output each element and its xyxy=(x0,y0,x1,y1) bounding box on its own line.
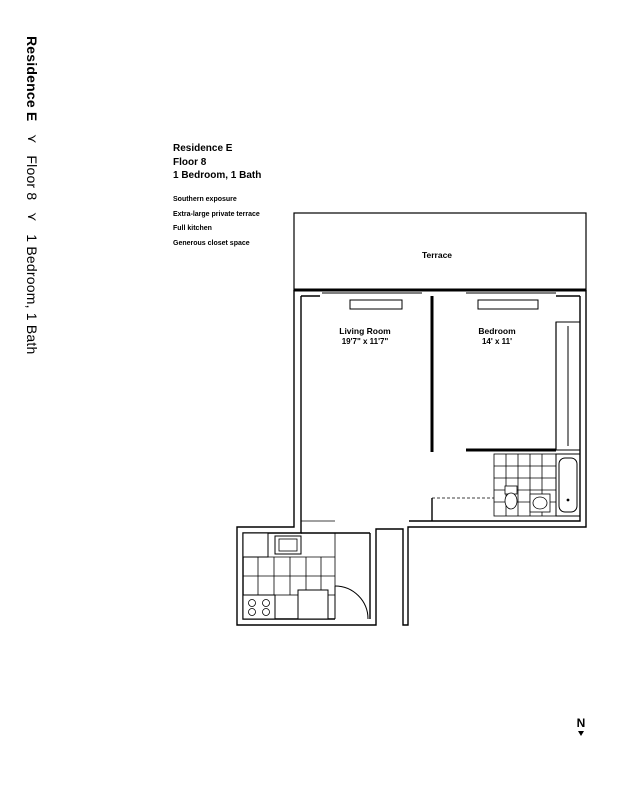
side-title-separator-1: ⋎ xyxy=(25,133,40,144)
bedroom-dimensions: 14' x 11' xyxy=(481,337,513,346)
living-room-dimensions: 19'7" x 11'7" xyxy=(341,337,389,346)
info-layout: 1 Bedroom, 1 Bath xyxy=(173,170,262,181)
entry-door xyxy=(335,586,368,619)
terrace xyxy=(294,213,586,290)
info-floor: Floor 8 xyxy=(173,156,207,168)
exterior-walls xyxy=(237,290,586,625)
kitchen xyxy=(243,521,335,619)
living-room-label: Living Room xyxy=(339,326,391,336)
side-title-floor: Floor 8 xyxy=(24,155,40,201)
bedroom-label: Bedroom xyxy=(478,326,516,336)
terrace-label: Terrace xyxy=(421,250,453,260)
hall-closet xyxy=(376,498,494,619)
bedroom-closet xyxy=(556,322,580,450)
bathroom xyxy=(494,454,580,516)
info-residence: Residence E xyxy=(173,143,233,154)
north-arrow-icon xyxy=(578,731,584,736)
side-title-residence: Residence E xyxy=(24,36,40,122)
terrace-doors xyxy=(322,293,556,309)
north-indicator xyxy=(575,716,587,736)
feature-item: Extra-large private terrace xyxy=(173,210,260,218)
side-title-separator-2: ⋎ xyxy=(25,212,40,223)
feature-item: Southern exposure xyxy=(173,196,237,203)
feature-item: Full kitchen xyxy=(173,225,212,232)
feature-item: Generous closet space xyxy=(173,239,250,247)
north-label: N xyxy=(576,716,586,730)
side-title-layout: 1 Bedroom, 1 Bath xyxy=(24,234,40,355)
